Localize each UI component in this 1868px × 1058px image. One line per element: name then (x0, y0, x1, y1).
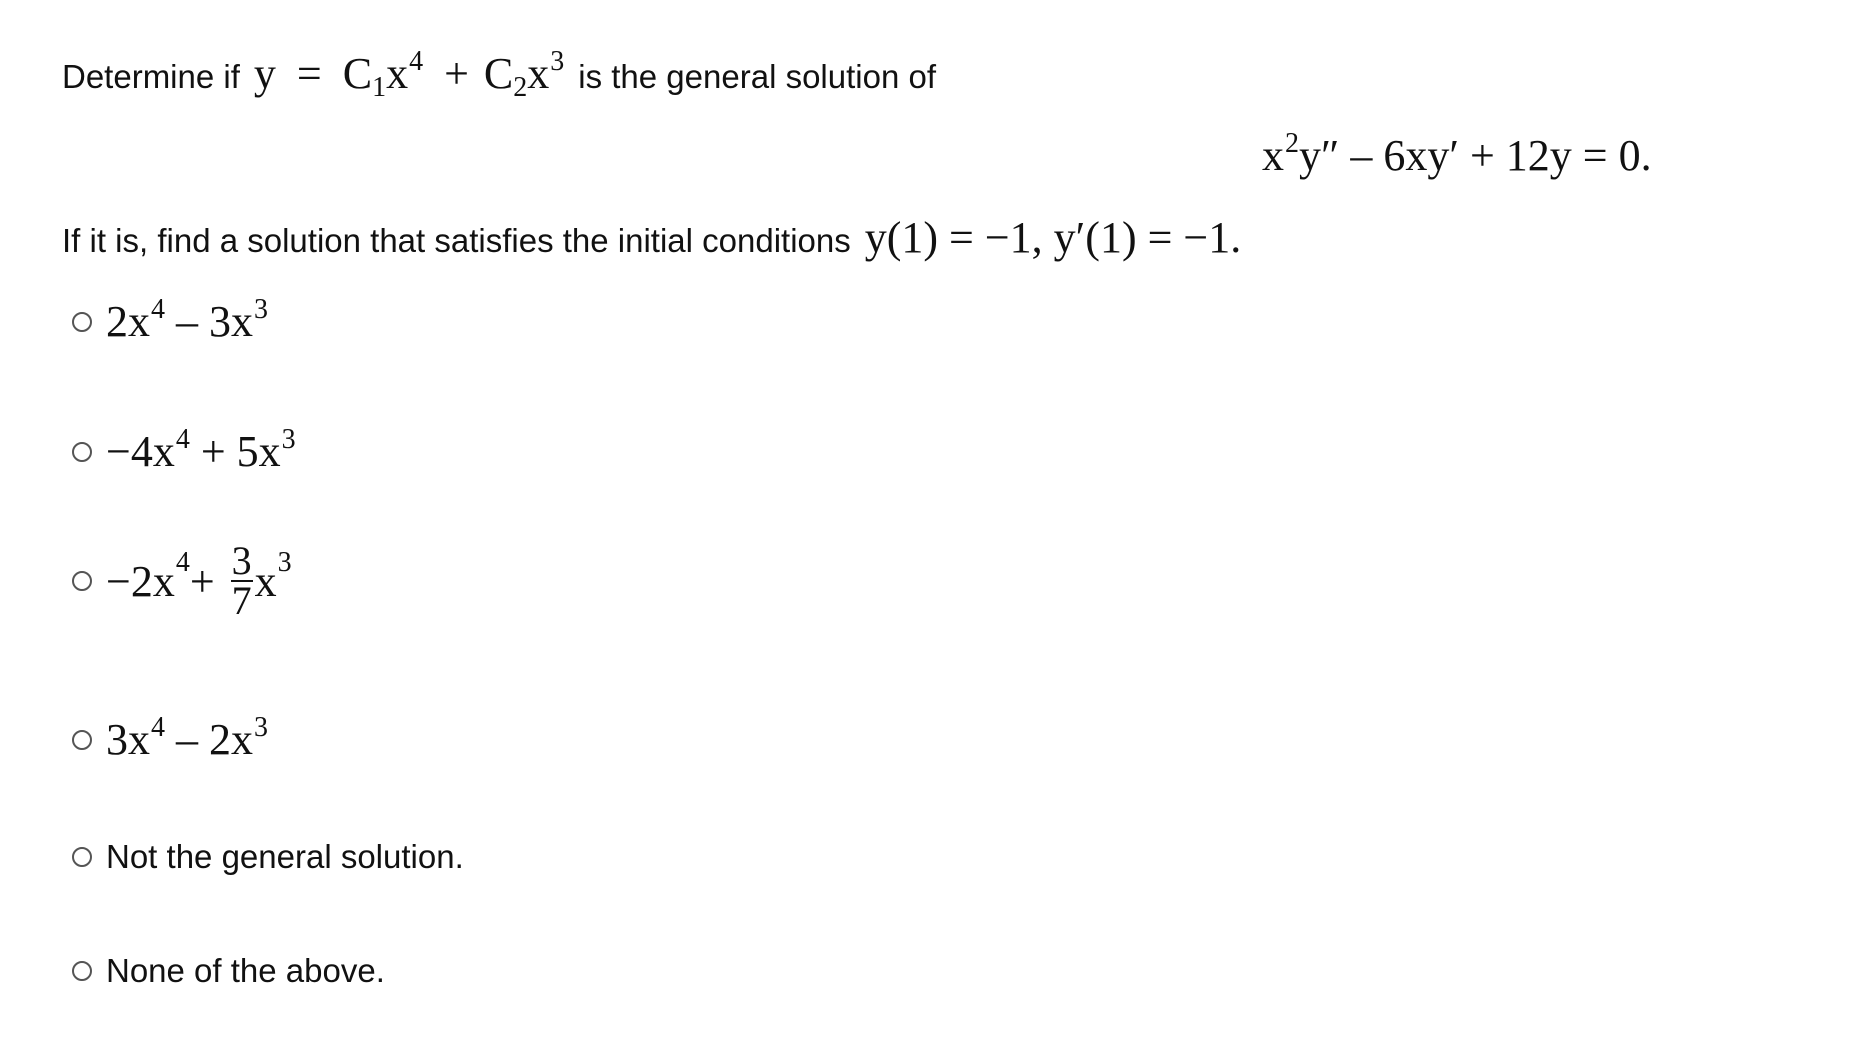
ode-x-power: 2 (1285, 128, 1299, 159)
radio-button[interactable] (72, 730, 92, 750)
answer-option-1[interactable] (70, 296, 268, 347)
radio-button[interactable] (72, 312, 92, 332)
intro-text: Determine if (62, 58, 240, 95)
option-expression: $3x^4 - 2x^3$ (106, 712, 268, 764)
answer-option-3[interactable] (70, 538, 292, 623)
option-expression: −2x $^4$ + $\frac{3}{7}$ x $^3$ (106, 538, 292, 623)
option-label: Not the general solution. (106, 838, 464, 875)
option-label: None of the above. (106, 952, 385, 989)
answer-option-6[interactable] (70, 952, 385, 990)
fraction: $\frac{3}{7}$ (231, 538, 252, 623)
option-expression: $-4x^4 + 5x^3$ (106, 424, 296, 476)
option-expression: $2x^4 - 3x^3$ (106, 294, 268, 346)
ode-x: x (1262, 131, 1284, 180)
answer-option-5[interactable] (70, 838, 464, 876)
question-intro-line (62, 46, 936, 103)
ode-equation (1262, 130, 1652, 181)
initial-conditions-math: y(1) = −1, y′(1) = −1. (864, 213, 1242, 262)
answer-option-2[interactable] (70, 426, 296, 477)
initial-conditions-line (62, 212, 1241, 263)
answer-option-4[interactable] (70, 714, 268, 765)
candidate-solution-expression: $y = C_1x^4 + C_2x^3$ (253, 46, 565, 103)
radio-button[interactable] (72, 442, 92, 462)
intro-tail-text: is the general solution of (578, 58, 936, 95)
radio-button[interactable] (72, 961, 92, 981)
ode-rest: y″ – 6xy′ + 12y = 0. (1299, 131, 1652, 180)
radio-button[interactable] (72, 571, 92, 591)
radio-button[interactable] (72, 847, 92, 867)
initial-conditions-text: If it is, find a solution that satisfies the initial conditions (62, 222, 851, 259)
